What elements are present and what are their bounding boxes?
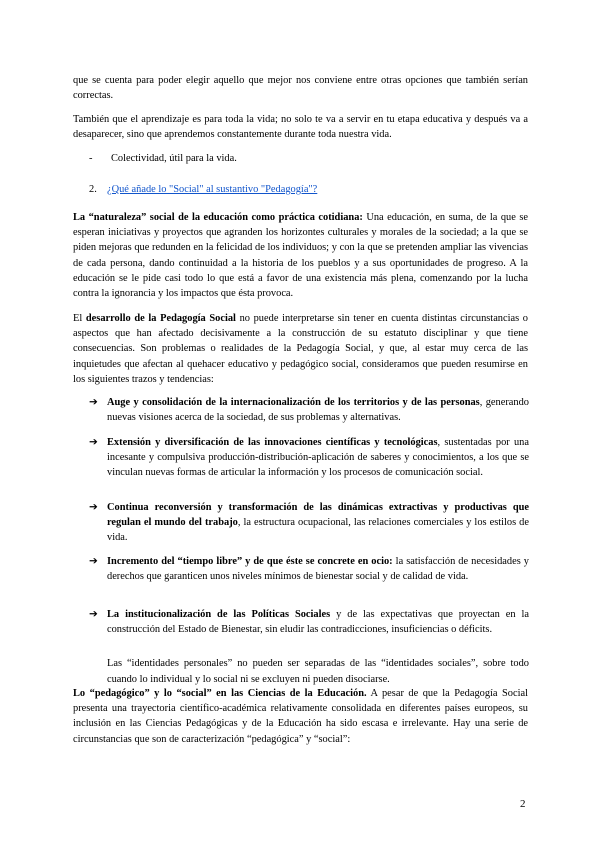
paragraph-social-nature — [73, 210, 528, 301]
paragraph-body: Una educación, en suma, de la que se esperan iniciativas y proyectos que agranden los horizontes culturales y morales de la sociedad; a la que se piden mejoras que redunden en la felicidad de los individuos; y con la que se pretenden ampliar las vivencias de cada persona, dando continuidad a la historia de los pueblos y a sus oportunidades de progreso. A la educación se le pide casi todo lo que está a favor de una existencia más plena, comenzando por la lucha contra la ignorancia y los impactos que ésta provoca. — [73, 212, 528, 300]
paragraph-pre: El — [73, 313, 86, 324]
arrow-list-item — [89, 395, 529, 425]
bullet-bold: Auge y consolidación de la internacionalización de los territorios y de las personas — [107, 397, 480, 408]
dash-list-item — [89, 151, 519, 166]
paragraph-bold-lead: desarrollo de la Pedagogía Social — [85, 313, 236, 324]
bullet-text: , sustentadas por una incesante y compulsiva producción-distribución-aplicación de saberes y conocimientos, a los que se vinculan nuevas formas de articular la información y los procesos de comunicación social. — [107, 437, 529, 479]
paragraph-bold-lead: La “naturaleza” social de la educación como práctica cotidiana: — [73, 212, 363, 223]
arrow-list-item — [89, 500, 529, 546]
bullet-text: , generando nuevas visiones acerca de la sociedad, de sus problemas y alternativas. — [107, 397, 529, 424]
paragraph-development — [73, 311, 528, 387]
dash-item-text: Colectividad, útil para la vida. — [111, 153, 237, 164]
bullet-text: , la estructura ocupacional, las relaciones comerciales y los estilos de vida. — [107, 517, 529, 544]
arrow-icon: ➔ — [89, 556, 98, 567]
bullet-bold: Continua reconversión y transformación de las dinámicas extractivas y productivas que regulan el mundo del trabajo — [107, 502, 529, 529]
paragraph-bold-lead: Lo “pedagógico” y lo “social” en las Ciencias de la Educación. — [73, 688, 367, 699]
dash-marker: - — [89, 153, 93, 164]
paragraph-body: no puede interpretarse sin tener en cuenta distintas circunstancias o aspectos que han afectado decisivamente a la construcción de su estatuto disciplinar y que tiene consecuencias. Son problemas o realidades de la Pedagogía Social, y que, al estar muy cerca de las inquietudes que afectan al quehacer educativo y pedagógico social, consideramos que pueden resumirse en los siguientes trazos y tendencias: — [73, 313, 528, 385]
page-number: 2 — [520, 798, 526, 810]
paragraph-lifelong-learning: También que el aprendizaje es para toda la vida; no solo te va a servir en tu etapa educativa y después va a desaparecer, sino que aprendemos constantemente durante toda nuestra vida. — [73, 114, 528, 141]
bullet-bold: Extensión y diversificación de las innovaciones científicas y tecnológicas — [107, 437, 438, 448]
heading-number: 2. — [89, 184, 97, 195]
arrow-list-item — [89, 435, 529, 481]
paragraph-options: que se cuenta para poder elegir aquello que mejor nos conviene entre otras opciones que también serían correctas. — [73, 75, 528, 102]
section-heading — [89, 182, 519, 197]
heading-link[interactable]: ¿Qué añade lo "Social" al sustantivo "Pedagogía"? — [107, 184, 318, 195]
arrow-icon: ➔ — [89, 397, 98, 408]
paragraph-body: A pesar de que la Pedagogía Social presenta una trayectoria científico-académica relativamente consolidada en diferentes países europeos, su inclusión en las Ciencias Pedagógicas y de la Educación ha sido escasa e irrelevante. Hay una serie de circunstancias que son de caracterización “pedagógica” y “social”: — [73, 688, 529, 745]
bullet-text: la satisfacción de necesidades y derechos que garanticen unos niveles mínimos de bienestar social y de calidad de vida. — [107, 556, 530, 583]
arrow-list-item — [89, 554, 529, 584]
arrow-icon: ➔ — [89, 437, 98, 448]
arrow-icon: ➔ — [89, 609, 98, 620]
bullet-bold: La institucionalización de las Políticas Sociales — [107, 609, 331, 620]
bullet-text: y de las expectativas que proyectan en la construcción del Estado de Bienestar, sin eludir las contradicciones, insuficiencias o déficits. — [107, 609, 529, 636]
bullet-bold: Incremento del “tiempo libre” y de que éste se concrete en ocio: — [107, 556, 393, 567]
arrow-list-item — [89, 607, 529, 637]
arrow-icon: ➔ — [89, 502, 98, 513]
paragraph-identities: Las “identidades personales” no pueden ser separadas de las “identidades sociales”, sobre todo cuando lo individual y lo social ni se excluyen ni pueden disociarse. — [107, 658, 529, 685]
paragraph-pedagogical-social — [73, 686, 528, 747]
